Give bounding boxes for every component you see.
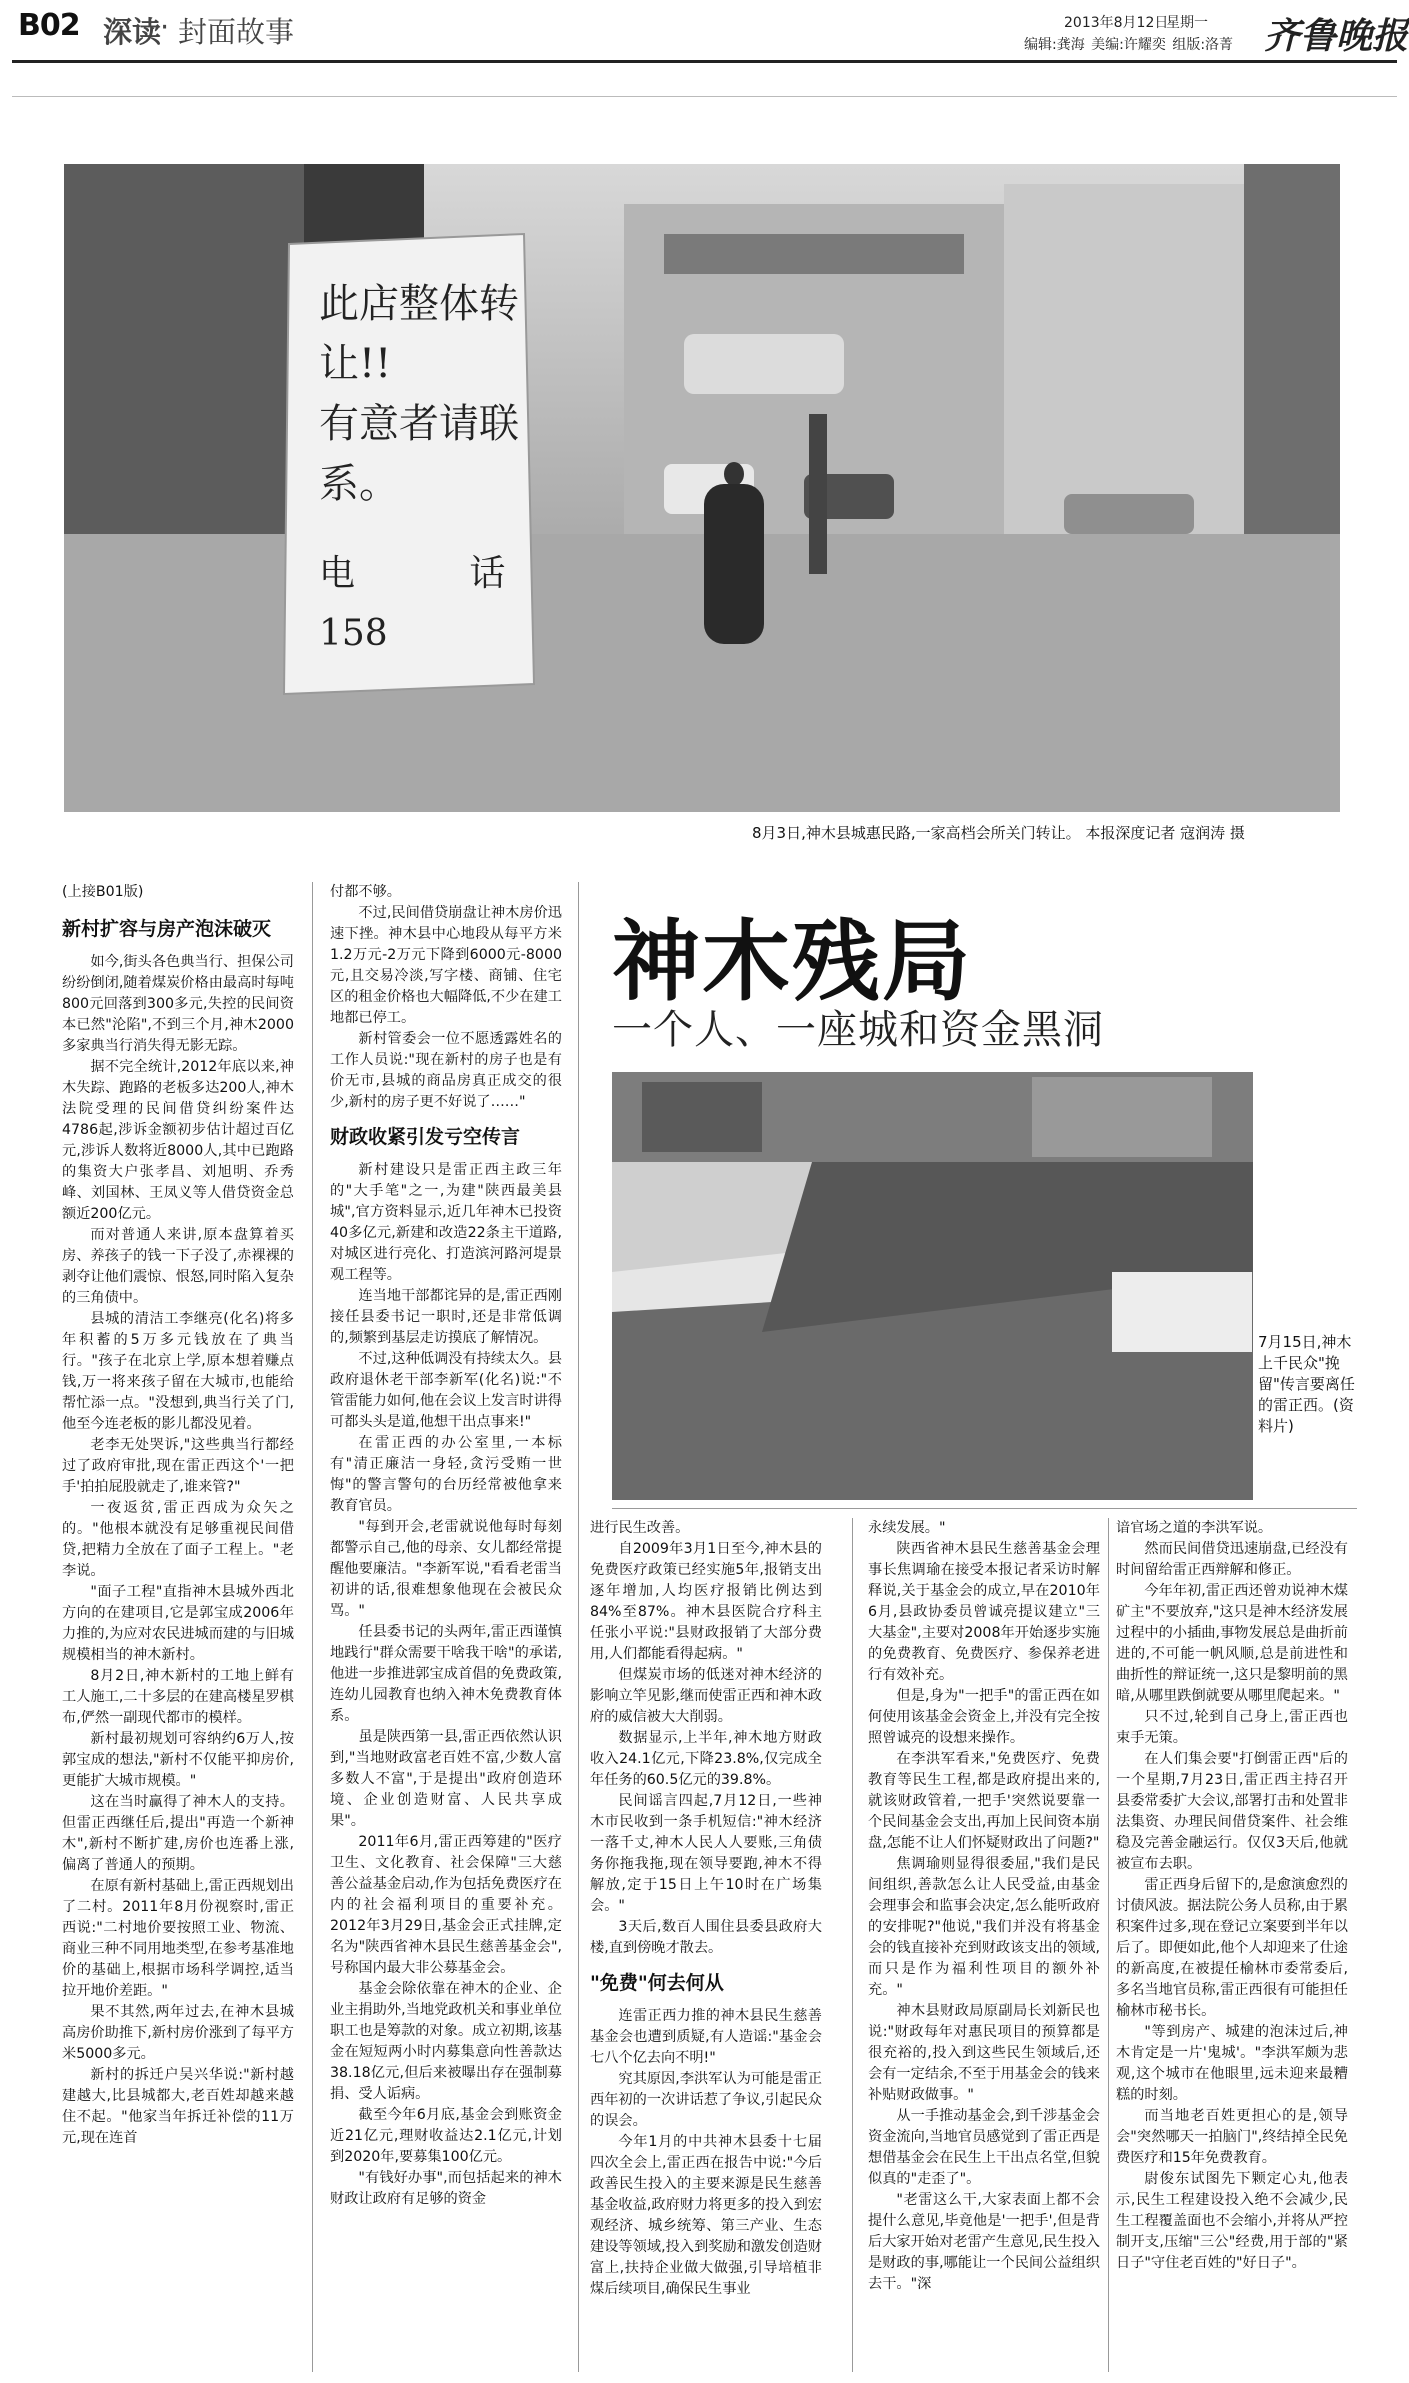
- section-heading: 财政收紧引发亏空传言: [330, 1126, 521, 1148]
- column-rule: [852, 1518, 853, 2372]
- paragraph: 自2009年3月1日至今,神木县的免费医疗政策已经实施5年,报销支出逐年增加,人均医疗报销比例达到84%至87%。神木县医院合疗科主任张小平说:"县财政报销了大部分费用,人们都能看得起病。": [590, 1541, 822, 1662]
- paragraph: 新村建设只是雷正西主政三年的"大手笔"之一,为建"陕西最美县城",官方资料显示,近几年神木已投资40多亿元,新建和改造22条主干道路,对城区进行亮化、打造滨河路河堤景观工程等。: [330, 1162, 562, 1283]
- staff-credits: 编辑:龚海 美编:许耀奕 组版:洛菁: [1024, 37, 1234, 53]
- sign-line-2: 让!!: [319, 341, 392, 387]
- section-title: 封面故事: [178, 15, 295, 49]
- paragraph: 连雷正西力推的神木县民生慈善基金会也遭到质疑,有人造谣:"基金会七八个亿去向不明!": [590, 2008, 822, 2066]
- page-code: B02: [18, 8, 80, 43]
- paragraph: 尉俊东试图先下颗定心丸,他表示,民生工程建设投入绝不会减少,民生工程覆盖面也不会缩小,并将从严控制开支,压缩"三公"经费,用于部的"紧日子"守住老百姓的"好日子"。: [1116, 2171, 1348, 2271]
- sign-line-3: 有意者请联: [319, 401, 519, 447]
- paragraph: 今年年初,雷正西还曾劝说神木煤矿主"不要放弃,"这只是神木经济发展过程中的小插曲,事物发展总是曲折前进的,不可能一帆风顺,总是前进性和曲折性的辩证统一,这只是黎明前的黑暗,从哪里跌倒就要从哪里爬起来。": [1116, 1583, 1348, 1704]
- paragraph: 神木县财政局原副局长刘新民也说:"财政每年对惠民项目的预算都是很充裕的,投入到这些民生领域后,还会有一定结余,不至于用基金会的钱来补贴财政做事。": [868, 2003, 1100, 2103]
- article-column-3: [590, 1518, 822, 2300]
- paragraph: 而当地老百姓更担心的是,领导会"突然哪天一拍脑门",终结掉全民免费医疗和15年免费教育。: [1116, 2108, 1348, 2166]
- paragraph: 新村管委会一位不愿透露姓名的工作人员说:"现在新村的房子也是有价无市,县城的商品房真正成交的很少,新村的房子更不好说了……": [330, 1031, 562, 1110]
- issue-date: 2013年8月12日: [1064, 15, 1169, 31]
- paragraph: 雷正西身后留下的,是愈演愈烈的讨债风波。据法院公务人员称,由于累积案件过多,现在登记立案要到半年以后了。即便如此,他个人却迎来了仕途的新高度,在被提任榆林市委常委后,多名当地官员称,雷正西很有可能担任榆林市秘书长。: [1116, 1877, 1348, 2019]
- sign-phone: 158: [319, 613, 388, 654]
- paragraph: 新村的拆迁户吴兴华说:"新村越建越大,比县城都大,老百姓却越来越住不起。"他家当年拆迁补偿的11万元,现在连首: [62, 2067, 294, 2146]
- paragraph: 而对普通人来讲,原本盘算着买房、养孩子的钱一下子没了,赤裸裸的剥夺让他们震惊、恨怒,同时陷入复杂的三角债中。: [62, 1227, 294, 1306]
- street-scene-graphic: [64, 164, 1340, 812]
- paragraph: 虽是陕西第一县,雷正西依然认识到,"当地财政富老百姓不富,少数人富多数人不富",于是提出"政府创造环境、企业创造财富、人民共享成果"。: [330, 1729, 562, 1829]
- header-rule-thin: [12, 96, 1397, 97]
- paragraph: 数据显示,上半年,神木地方财政收入24.1亿元,下降23.8%,仅完成全年任务的60.5亿元的39.8%。: [590, 1730, 822, 1788]
- sign-phone-label: 电 话: [319, 553, 506, 594]
- paragraph: 在李洪军看来,"免费医疗、免费教育等民生工程,都是政府提出来的,就该财政管着,一把手'突然说要靠一个民间基金会支出,再加上民间资本崩盘,怎能不让人们怀疑财政出了问题?": [868, 1751, 1100, 1851]
- paragraph: "每到开会,老雷就说他每时每刻都警示自己,他的母亲、女儿都经常提醒他要廉洁。"李新军说,"看看老雷当初讲的话,很难想象他现在会被民众骂。": [330, 1519, 562, 1619]
- paragraph: 老李无处哭诉,"这些典当行都经过了政府审批,现在雷正西这个'一把手'拍拍屁股就走了,谁来管?": [62, 1437, 294, 1495]
- section-divider: [612, 1508, 1357, 1509]
- jump-line: (上接B01版): [62, 884, 144, 900]
- paragraph: 今年1月的中共神木县委十七届四次全会上,雷正西在报告中说:"今后政善民生投入的主要来源是民生慈善基金收益,政府财力将更多的投入到宏观经济、城乡统筹、第三产业、生态建设等领域,投入到奖励和激发创造财富上,扶持企业做大做强,引导培植非煤后续项目,确保民生事业: [590, 2134, 822, 2297]
- paragraph: 永续发展。": [868, 1520, 946, 1536]
- paragraph: 只不过,轮到自己身上,雷正西也束手无策。: [1116, 1709, 1348, 1746]
- paragraph: 究其原因,李洪军认为可能是雷正西年初的一次讲话惹了争议,引起民众的误会。: [590, 2071, 822, 2129]
- paragraph: 县城的清洁工李继亮(化名)将多年积蓄的5万多元钱放在了典当行。"孩子在北京上学,原本想着赚点钱,万一将来孩子留在大城市,也能给帮忙添一点。"没想到,典当行关了门,他至今连老板的影儿都没见着。: [62, 1311, 294, 1432]
- issue-weekday: 星期一: [1166, 15, 1208, 31]
- paragraph: 这在当时赢得了神木人的支持。但雷正西继任后,提出"再造一个新神木",新村不断扩建,房价也连番上涨,偏离了普通人的预期。: [62, 1794, 294, 1873]
- paragraph: 谙官场之道的李洪军说。: [1116, 1520, 1273, 1536]
- crowd-scene-graphic: [612, 1072, 1253, 1500]
- sign-line-4: 系。: [319, 461, 399, 507]
- paragraph: 然而民间借贷迅速崩盘,已经没有时间留给雷正西辩解和修正。: [1116, 1541, 1348, 1578]
- paragraph: 8月2日,神木新村的工地上鲜有工人施工,二十多层的在建高楼星罗棋布,俨然一副现代都市的模样。: [62, 1668, 294, 1726]
- paragraph: 一夜返贫,雷正西成为众矢之的。"他根本就没有足够重视民间借贷,把精力全放在了面子工程上。"老李说。: [62, 1500, 294, 1579]
- article-column-4: [868, 1518, 1100, 2295]
- paragraph: 新村最初规划可容纳约6万人,按郭宝成的想法,"新村不仅能平抑房价,更能扩大城市规模。": [62, 1731, 294, 1789]
- paragraph: 任县委书记的头两年,雷正西谨慎地践行"群众需要干啥我干啥"的承诺,他进一步推进郭宝成首倡的免费政策,连幼儿园教育也纳入神木免费教育体系。: [330, 1624, 562, 1724]
- cover-photo: [64, 164, 1340, 812]
- section-heading: "免费"何去何从: [590, 1972, 724, 1994]
- paragraph: "有钱好办事",而包括起来的神木财政让政府有足够的资金: [330, 2170, 562, 2207]
- section-heading: 新村扩容与房产泡沫破灭: [62, 918, 272, 940]
- paragraph: 焦调瑜则显得很委屈,"我们是民间组织,善款怎么让人民受益,由基金会理事会和监事会决定,怎么能听政府的安排呢?"他说,"我们并没有将基金会的钱直接补充到财政该支出的领域,而只是作为福利性项目的额外补充。": [868, 1856, 1100, 1998]
- newspaper-logo: 齐鲁晚报: [1264, 15, 1409, 57]
- paragraph: 2011年6月,雷正西筹建的"医疗卫生、文化教育、社会保障"三大慈善公益基金启动,作为包括免费医疗在内的社会福利项目的重要补充。2012年3月29日,基金会正式挂牌,定名为"陕西省神木县民生慈善基金会",号称国内最大非公募基金会。: [330, 1834, 562, 1976]
- paragraph: "等到房产、城建的泡沫过后,神木肯定是一片'鬼城'。"李洪军颇为悲观,这个城市在他眼里,远未迎来最糟糕的时刻。: [1116, 2024, 1348, 2103]
- paragraph: 不过,民间借贷崩盘让神木房价迅速下挫。神木县中心地段从每平方米1.2万元-2万元下降到6000元-8000元,且交易冷淡,写字楼、商铺、住宅区的租金价格也大幅降低,不少在建工地都已停工。: [330, 905, 562, 1026]
- paragraph: "面子工程"直指神木县城外西北方向的在建项目,它是郭宝成2006年力推的,为应对农民进城而建的与旧城规模相当的神木新村。: [62, 1584, 294, 1663]
- column-rule: [1108, 1518, 1109, 2372]
- paragraph: 果不其然,两年过去,在神木县城高房价助推下,新村房价涨到了每平方米5000多元。: [62, 2004, 294, 2062]
- column-rule: [312, 882, 313, 2372]
- column-rule: [578, 882, 579, 2372]
- article-column-5: [1116, 1518, 1348, 2274]
- paragraph: 连当地干部都诧异的是,雷正西刚接任县委书记一职时,还是非常低调的,频繁到基层走访摸底了解情况。: [330, 1288, 562, 1346]
- paragraph: 进行民生改善。: [590, 1520, 690, 1536]
- crowd-photo: [612, 1072, 1253, 1500]
- paragraph: 在雷正西的办公室里,一本标有"清正廉洁一身轻,贪污受贿一世悔"的警言警句的台历经常被他拿来教育官员。: [330, 1435, 562, 1514]
- subheadline: 一个人、一座城和资金黑洞: [612, 1007, 1104, 1053]
- crowd-photo-caption: 7月15日,神木上千民众"挽留"传言要离任的雷正西。(资料片): [1258, 1333, 1355, 1435]
- paragraph: 据不完全统计,2012年底以来,神木失踪、跑路的老板多达200人,神木法院受理的民间借贷纠纷案件达4786起,涉诉金额初步估计超过百亿元,涉诉人数将近8000人,其中已跑路的集资大户张孝昌、刘旭明、乔秀峰、刘国林、王凤义等人借贷资金总额近200亿元。: [62, 1059, 294, 1222]
- header-rule: [12, 60, 1397, 63]
- section-dot: ·: [160, 10, 170, 44]
- paragraph: 民间谣言四起,7月12日,一些神木市民收到一条手机短信:"神木经济一落千丈,神木人民人人要账,三角债务你拖我拖,现在领导要跑,神木不得解放,定于15日上午10时在广场集会。": [590, 1793, 822, 1914]
- headline: 神木残局: [612, 909, 973, 1013]
- sign-line-1: 此店整体转: [319, 281, 519, 327]
- paragraph: 在原有新村基础上,雷正西规划出了二村。2011年8月份视察时,雷正西说:"二村地价要按照工业、物流、商业三种不同用地类型,在参考基准地价的基础上,根据市场科学调控,适当拉开地价差距。": [62, 1878, 294, 1999]
- paragraph: 截至今年6月底,基金会到账资金近21亿元,理财收益达2.1亿元,计划到2020年,要募集100亿元。: [330, 2107, 562, 2165]
- paragraph: 但煤炭市场的低迷对神木经济的影响立竿见影,继而使雷正西和神木政府的威信被大大削弱。: [590, 1667, 822, 1725]
- paragraph: "老雷这么干,大家表面上都不会提什么意见,毕竟他是'一把手',但是背后大家开始对老雷产生意见,民生投入是财政的事,哪能让一个民间公益组织去干。"深: [868, 2192, 1100, 2292]
- paragraph: 3天后,数百人围住县委县政府大楼,直到傍晚才散去。: [590, 1919, 822, 1956]
- paragraph: 但是,身为"一把手"的雷正西在如何使用该基金会资金上,并没有完全按照曾诚亮的设想来操作。: [868, 1688, 1100, 1746]
- paragraph: 不过,这种低调没有持续太久。县政府退休老干部李新军(化名)说:"不管雷能力如何,他在会议上发言时讲得可都头头是道,他想干出点事来!": [330, 1351, 562, 1430]
- paragraph: 基金会除依靠在神木的企业、企业主捐助外,当地党政机关和事业单位职工也是筹款的对象。成立初期,该基金在短短两小时内募集意向性善款达38.18亿元,但后来被曝出存在强制募捐、受人诟病。: [330, 1981, 562, 2102]
- paragraph: 在人们集会要"打倒雷正西"后的一个星期,7月23日,雷正西主持召开县委常委扩大会议,部署打击和处置非法集资、办理民间借贷案件、社会维稳及完善金融运行。仅仅3天后,他就被宣布去职。: [1116, 1751, 1348, 1872]
- paragraph: 陕西省神木县民生慈善基金会理事长焦调瑜在接受本报记者采访时解释说,关于基金会的成立,早在2010年6月,县政协委员曾诚亮提议建立"三大基金",主要对2008年开始逐步实施的免费教育、免费医疗、参保养老进行有效补充。: [868, 1541, 1100, 1683]
- section-label: 深读: [103, 15, 162, 49]
- paragraph: 如今,街头各色典当行、担保公司纷纷倒闭,随着煤炭价格由最高时每吨800元回落到300多元,失控的民间资本已然"沦陷",不到三个月,神木2000多家典当行消失得无影无踪。: [62, 954, 294, 1054]
- paragraph: 从一手推动基金会,到千涉基金会资金流向,当地官员感觉到了雷正西是想借基金会在民生上干出点名堂,但貌似真的"走歪了"。: [868, 2108, 1100, 2187]
- cover-photo-caption: 8月3日,神木县城惠民路,一家高档会所关门转让。 本报深度记者 寇润涛 摄: [752, 824, 1245, 842]
- article-column-1: [62, 882, 294, 2149]
- article-column-2: [330, 882, 562, 2210]
- paragraph: 付都不够。: [330, 884, 401, 900]
